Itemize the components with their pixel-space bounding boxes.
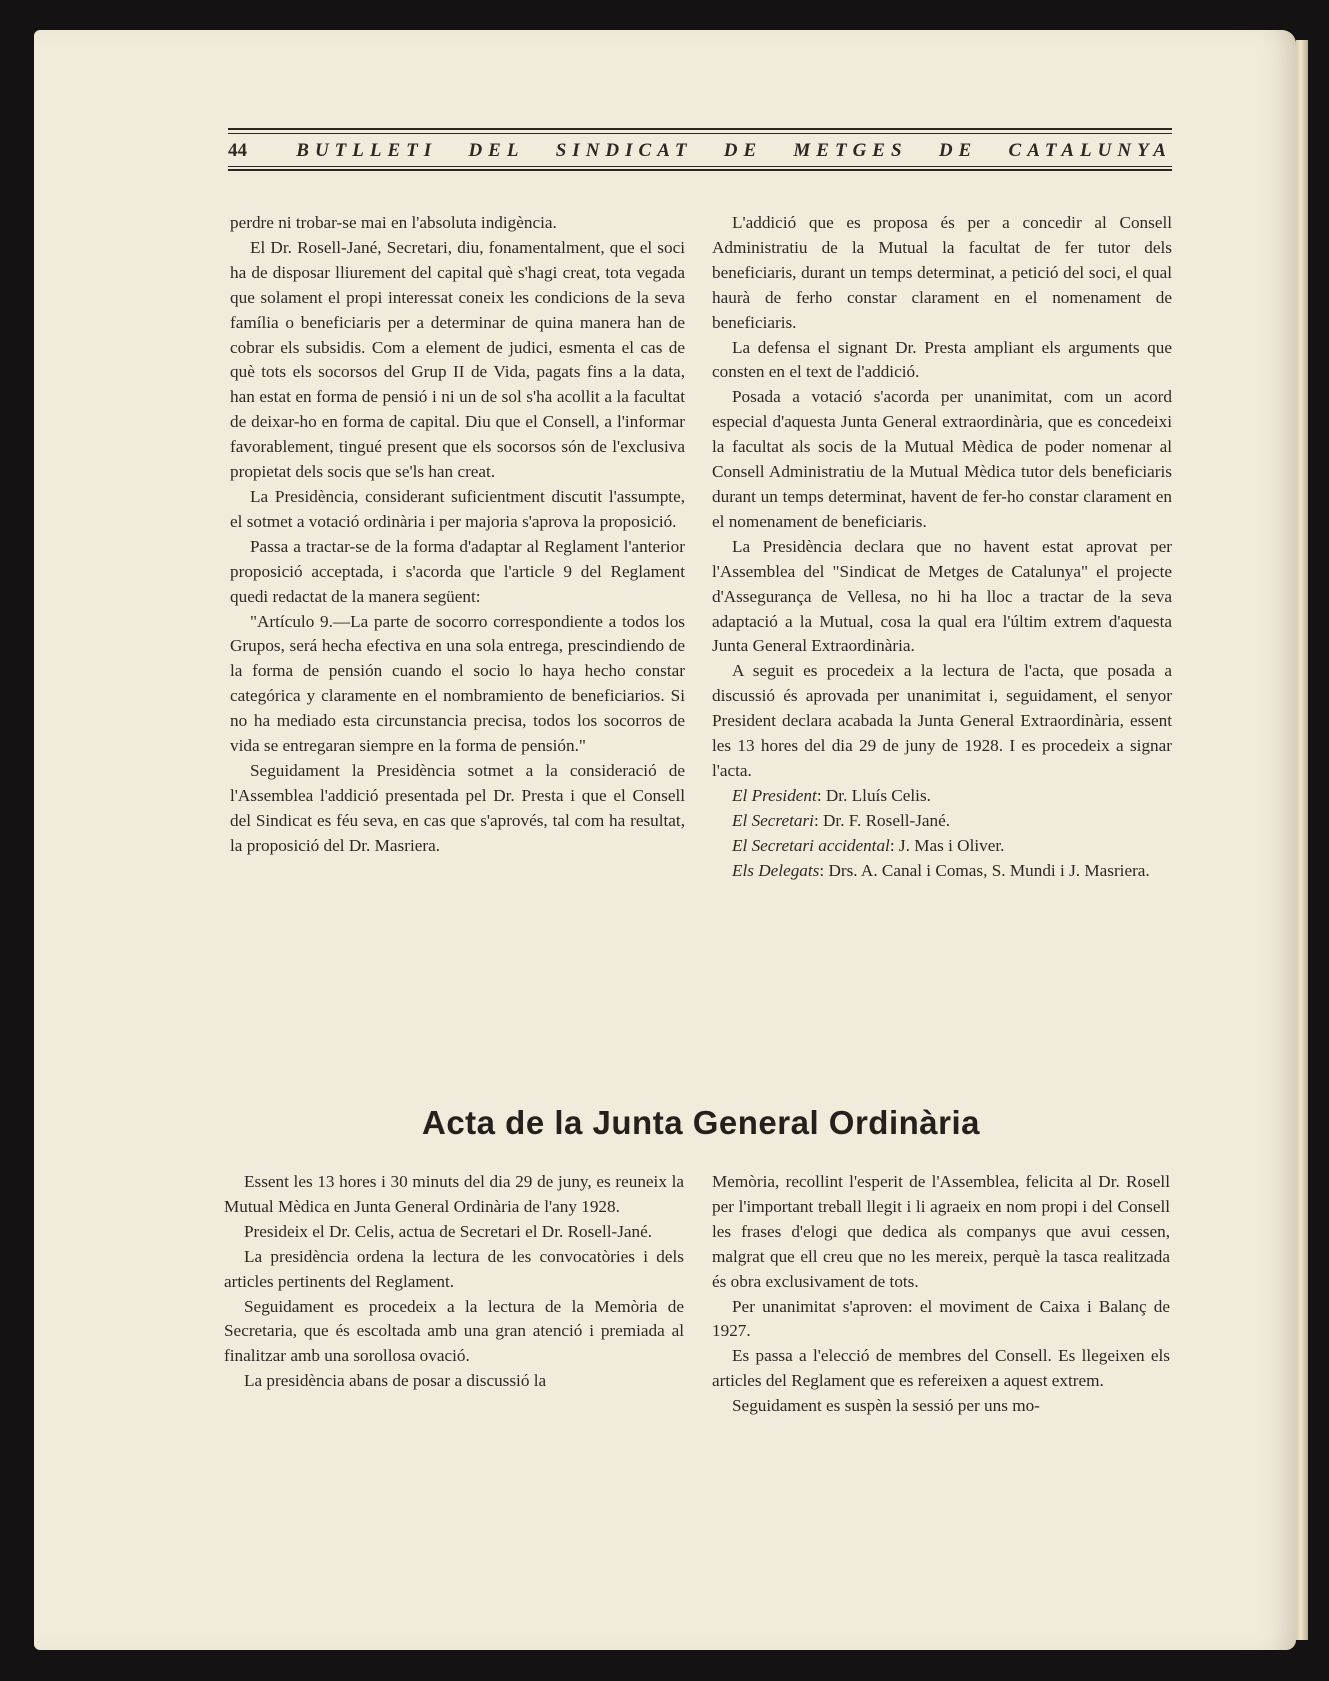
running-header [228,128,1172,178]
header-word: BUTLLETI [296,140,438,161]
paragraph: Passa a tractar-se de la forma d'adaptar al Reglament l'anterior proposició acceptada, i s'acorda que l'article 9 del Reglament quedi redactat de la manera següent: [230,536,685,606]
signature-role: El Secretari [732,810,814,830]
header-rule [228,169,1172,171]
paragraph: La presidència ordena la lectura de les convocatòries i dels articles pertinents del Reglament. [224,1246,684,1291]
signature-names: Drs. A. Canal i Comas, S. Mundi i J. Masriera. [828,860,1150,880]
header-word: METGES [793,140,908,161]
paragraph: El Dr. Rosell-Jané, Secretari, diu, fonamentalment, que el soci ha de disposar lliurement del capital què s'hagi creat, tota vegada que solament el propi interessat coneix les condicions de la seva família o beneficiaris per a determinar de quina manera han de cobrar els subsidis. Com a element de judici, esmenta el cas de què tots els socorsos del Grup II de Vida, pagats fins a la data, han estat en forma de pensió i ni un de sol s'ha acollit a la facultat de deixar-ho en forma de capital. Diu que el Consell, a l'informar favorablement, tingué present que els socorsos són de l'exclusiva propietat dels socis que se'ls han creat. [230,237,685,482]
right-column-top [712,211,1172,883]
left-column-top [230,211,685,859]
quoted-article: "Artículo 9.—La parte de socorro correspondiente a todos los Grupos, será hecha efectiva en una sola entrega, prescindiendo de la forma de pensión cuando el socio lo haya hecho constar categórica y claramente en el nombramiento de beneficiarios. Si no ha mediado esta circunstancia precisa, todos los socorros de vida se entregaran siempre en la forma de pensión." [230,611,685,756]
header-line [228,137,1172,165]
signature-line: Els Delegats: Drs. A. Canal i Comas, S. Mundi i J. Masriera. [732,860,1150,880]
signature-line: El Secretari accidental: J. Mas i Oliver. [732,835,1005,855]
signature-names: J. Mas i Oliver. [898,835,1005,855]
right-column-bottom [712,1170,1170,1419]
paragraph: Seguidament es procedeix a la lectura de la Memòria de Secretaria, que és escoltada amb una gran atenció i premiada al finalitzar amb una sorollosa ovació. [224,1296,684,1366]
paragraph: La Presidència declara que no havent estat aprovat per l'Assemblea del "Sindicat de Metges de Catalunya" el projecte d'Assegurança de Vellesa, no hi ha lloc a tractar de la seva adaptació a la Mutual, cosa la qual era l'últim extrem d'aquesta Junta General Extraordinària. [712,536,1172,656]
paragraph: La defensa el signant Dr. Presta ampliant els arguments que consten en el text de l'addició. [712,337,1172,382]
header-rule [228,166,1172,167]
header-rule [228,133,1172,134]
section-title: Acta de la Junta General Ordinària [421,1104,981,1141]
signature-role: El Secretari accidental [732,835,890,855]
signature-role: El President [732,785,817,805]
paragraph: Per unanimitat s'aproven: el moviment de Caixa i Balanç de 1927. [712,1296,1170,1341]
header-word: DEL [468,140,525,161]
signature-line: El President: Dr. Lluís Celis. [732,785,931,805]
signature-line: El Secretari: Dr. F. Rosell-Jané. [732,810,951,830]
page-edge [1296,40,1308,1640]
left-column-bottom [224,1170,684,1394]
header-rule [228,128,1172,130]
signature-names: Dr. Lluís Celis. [825,785,931,805]
page-number: 44 [228,140,247,161]
paragraph: perdre ni trobar-se mai en l'absoluta indigència. [230,213,557,232]
paragraph: La Presidència, considerant suficientment discutit l'assumpte, el sotmet a votació ordinària i per majoria s'aprova la proposició. [230,486,685,531]
header-word: CATALUNYA [1008,140,1172,161]
paragraph: Memòria, recollint l'esperit de l'Assemblea, felicita al Dr. Rosell per l'important treball llegit i li agraeix en nom propi i del Consell les frases d'elogi que dedica als companys que avui cessen, malgrat que ell creu que no les mereix, perquè la tasca realitzada és obra exclusivament de tots. [712,1172,1170,1291]
signature-names: Dr. F. Rosell-Jané. [823,810,951,830]
header-word: DE [938,140,978,161]
paragraph: A seguit es procedeix a la lectura de l'acta, que posada a discussió és aprovada per unanimitat i, seguidament, el senyor President declara acabada la Junta General Extraordinària, essent les 13 hores del dia 29 de juny de 1928. I es procedeix a signar l'acta. [712,661,1172,780]
paragraph: Seguidament la Presidència sotmet a la consideració de l'Assemblea l'addició presentada pel Dr. Presta i que el Consell del Sindicat es féu seva, en cas que s'aprovés, tal com ha resultat, la proposició del Dr. Masriera. [230,760,685,855]
paragraph: Presideix el Dr. Celis, actua de Secretari el Dr. Rosell-Jané. [244,1221,653,1241]
paragraph: Es passa a l'elecció de membres del Consell. Es llegeixen els articles del Reglament que es refereixen a aquest extrem. [712,1346,1170,1391]
paragraph: La presidència abans de posar a discussió la [244,1371,547,1391]
header-word: DE [723,140,763,161]
paragraph: Essent les 13 hores i 30 minuts del dia 29 de juny, es reuneix la Mutual Mèdica en Junta General Ordinària de l'any 1928. [224,1172,684,1216]
paragraph: Seguidament es suspèn la sessió per uns mo- [732,1396,1040,1416]
signature-role: Els Delegats [732,860,820,880]
paragraph: L'addició que es proposa és per a concedir al Consell Administratiu de la Mutual la facultat de fer tutor dels beneficiaris, durant un temps determinat, a petició del soci, el qual haurà de ferho constar clarament en el nomenament de beneficiaris. [712,213,1172,332]
header-word: SINDICAT [555,140,693,161]
paragraph: Posada a votació s'acorda per unanimitat, com un acord especial d'aquesta Junta General extraordinària, que es concedeixi la facultat als socis de la Mutual Mèdica de poder nomenar al Consell Administratiu de la Mutual Mèdica tutor dels beneficiaris durant un temps determinat, havent de fer-ho constar clarament en el nomenament de beneficiaris. [712,387,1172,531]
